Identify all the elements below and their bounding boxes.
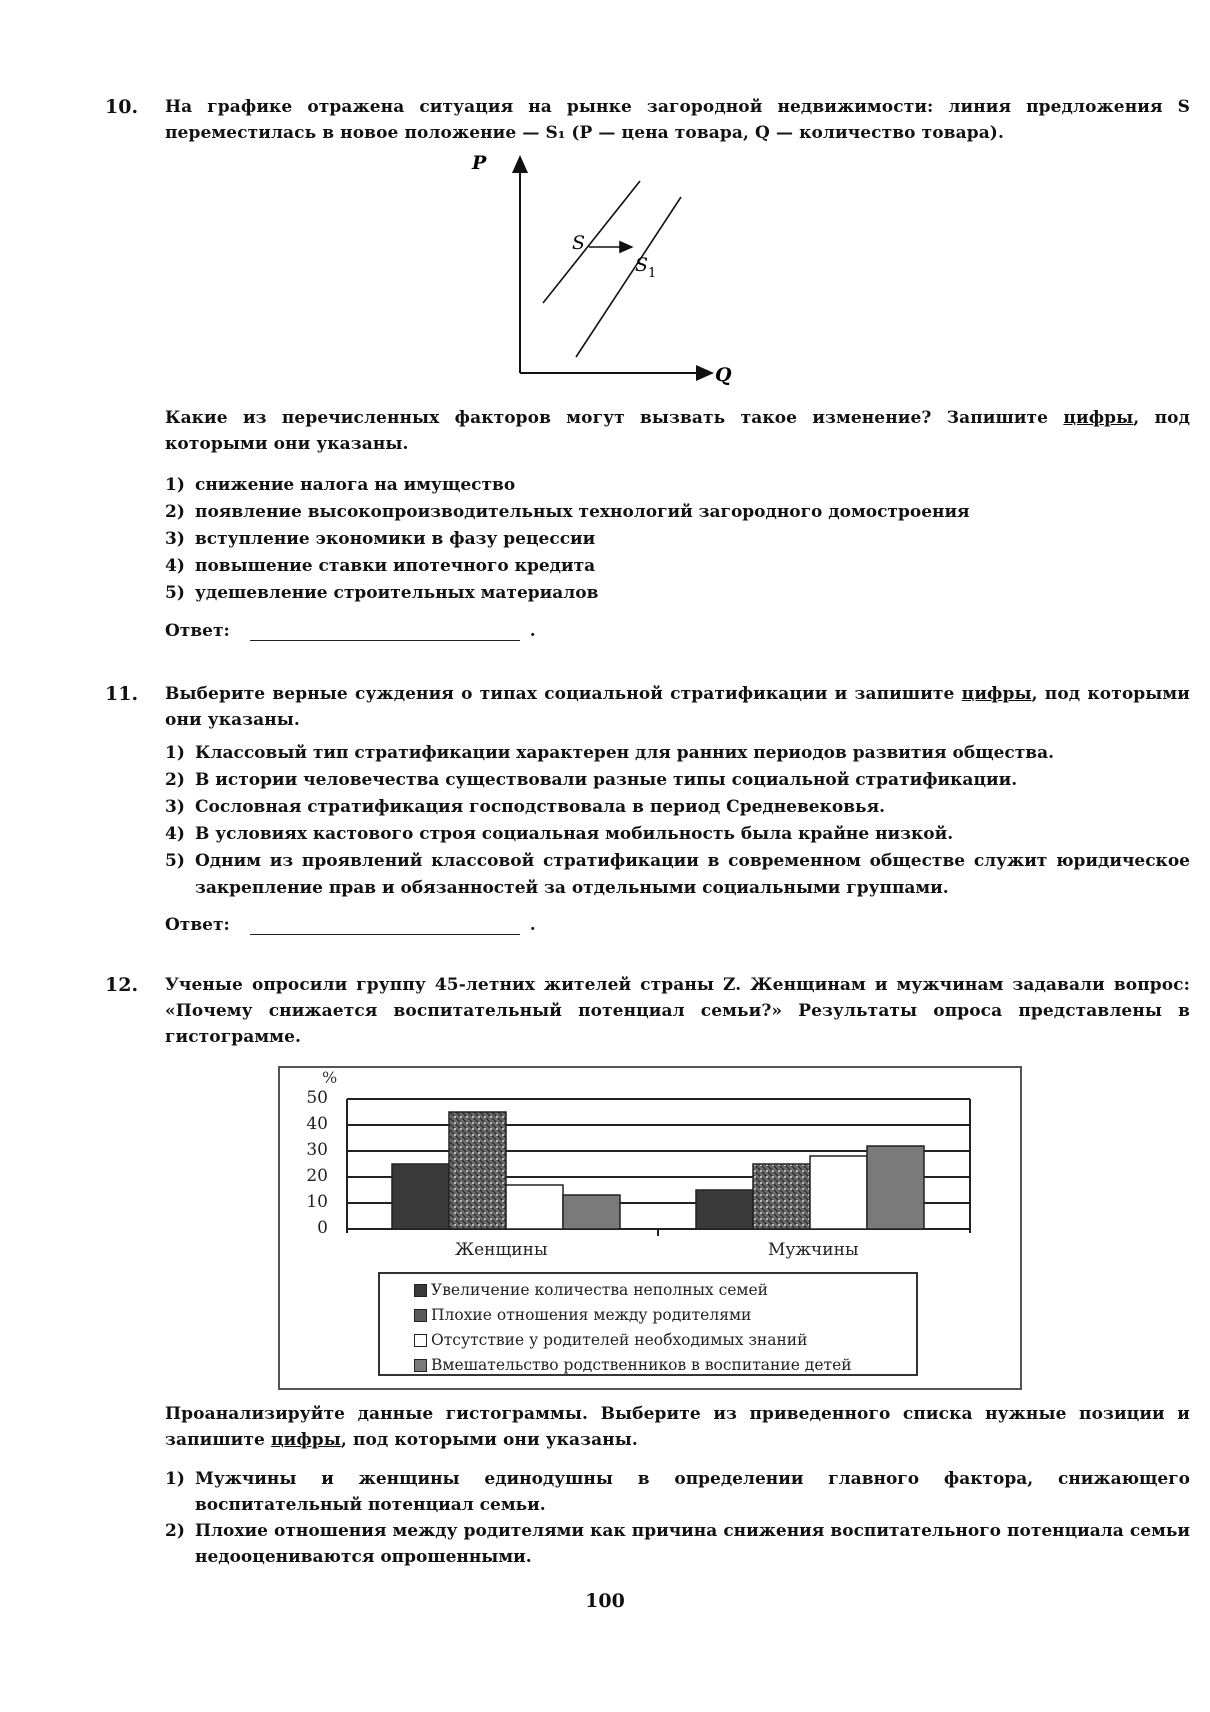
task-10-intro: На графике отражена ситуация на рынке загородной недвижимости: линия предложения S переместилась в новое положение — S₁ (P — цена товара, Q — количество товара). [165,97,1190,143]
task-10-number: 10. [105,96,139,118]
legend-swatch-icon [414,1309,427,1322]
y-tick: 20 [306,1166,328,1186]
answer-label: Ответ: [165,621,230,641]
legend-swatch-icon [414,1284,427,1297]
category-label-men: Мужчины [768,1240,859,1260]
task-12-number: 12. [105,974,139,996]
histogram-plot [280,1068,1020,1273]
chart-legend [378,1272,918,1376]
s1-curve-label: S [635,254,649,276]
y-tick: 30 [306,1140,328,1160]
category-label-women: Женщины [455,1240,548,1260]
survey-histogram [278,1066,1022,1390]
option-item: 1) Классовый тип стратификации характерен для ранних периодов развития общества. [165,743,1055,763]
s-curve-label: S [572,232,586,254]
legend-swatch-icon [414,1359,427,1372]
option-item: 4) В условиях кастового строя социальная мобильность была крайне низкой. [165,824,954,844]
s1-subscript: 1 [648,266,657,281]
answer-input-line[interactable] [250,914,520,935]
task-11-options [165,740,1190,902]
task-11-answer: Ответ: . [165,915,536,935]
task-10-answer: Ответ: . [165,621,536,641]
legend-item: Вмешательство родственников в воспитание детей [414,1353,916,1378]
option-item: 5) Одним из проявлений классовой стратификации в современном обществе служит юридическое закрепление прав и обязанностей за отдельными социальными группами. [165,851,1190,898]
option-item: 5) удешевление строительных материалов [165,583,599,603]
task-11-number: 11. [105,683,139,705]
task-12-options [165,1466,1190,1570]
q-axis-label: Q [715,364,732,386]
task-11-question: Выберите верные суждения о типах социальной стратификации и запишите цифры, под которыми они указаны. [165,684,1190,730]
legend-item: Плохие отношения между родителями [414,1303,916,1328]
option-item: 1) снижение налога на имущество [165,475,516,495]
task-12-question: Проанализируйте данные гистограммы. Выберите из приведенного списка нужные позиции и запишите цифры, под которыми они указаны. [165,1404,1190,1450]
legend-item: Увеличение количества неполных семей [414,1278,916,1303]
p-axis-label: P [472,152,487,174]
answer-input-line[interactable] [250,620,520,641]
page-number: 100 [585,1590,625,1612]
option-item: 1) Мужчины и женщины единодушны в определении главного фактора, снижающего воспитательный потенциал семьи. [165,1469,1190,1515]
task-12-intro: Ученые опросили группу 45-летних жителей страны Z. Женщинам и мужчинам задавали вопрос: «Почему снижается воспитательный потенциал семьи?» Результаты опроса представлены в гистограмме. [165,975,1190,1047]
task-10-options [165,472,1190,607]
legend-item: Отсутствие у родителей необходимых знаний [414,1328,916,1353]
y-tick: 10 [306,1192,328,1212]
option-item: 2) Плохие отношения между родителями как причина снижения воспитательного потенциала семьи недооцениваются опрошенными. [165,1521,1190,1567]
legend-swatch-icon [414,1334,427,1347]
option-item: 3) вступление экономики в фазу рецессии [165,529,596,549]
task-10-question: Какие из перечисленных факторов могут вызвать такое изменение? Запишите цифры, под которыми они указаны. [165,408,1190,454]
supply-shift-graph [472,152,790,395]
y-unit-label: % [322,1068,338,1087]
option-item: 2) появление высокопроизводительных технологий загородного домостроения [165,502,970,522]
option-item: 3) Сословная стратификация господствовала в период Средневековья. [165,797,886,817]
option-item: 4) повышение ставки ипотечного кредита [165,556,596,576]
y-tick: 0 [317,1218,328,1238]
answer-label: Ответ: [165,915,230,935]
option-item: 2) В истории человечества существовали разные типы социальной стратификации. [165,770,1018,790]
y-tick: 40 [306,1114,328,1134]
y-tick: 50 [306,1088,328,1108]
